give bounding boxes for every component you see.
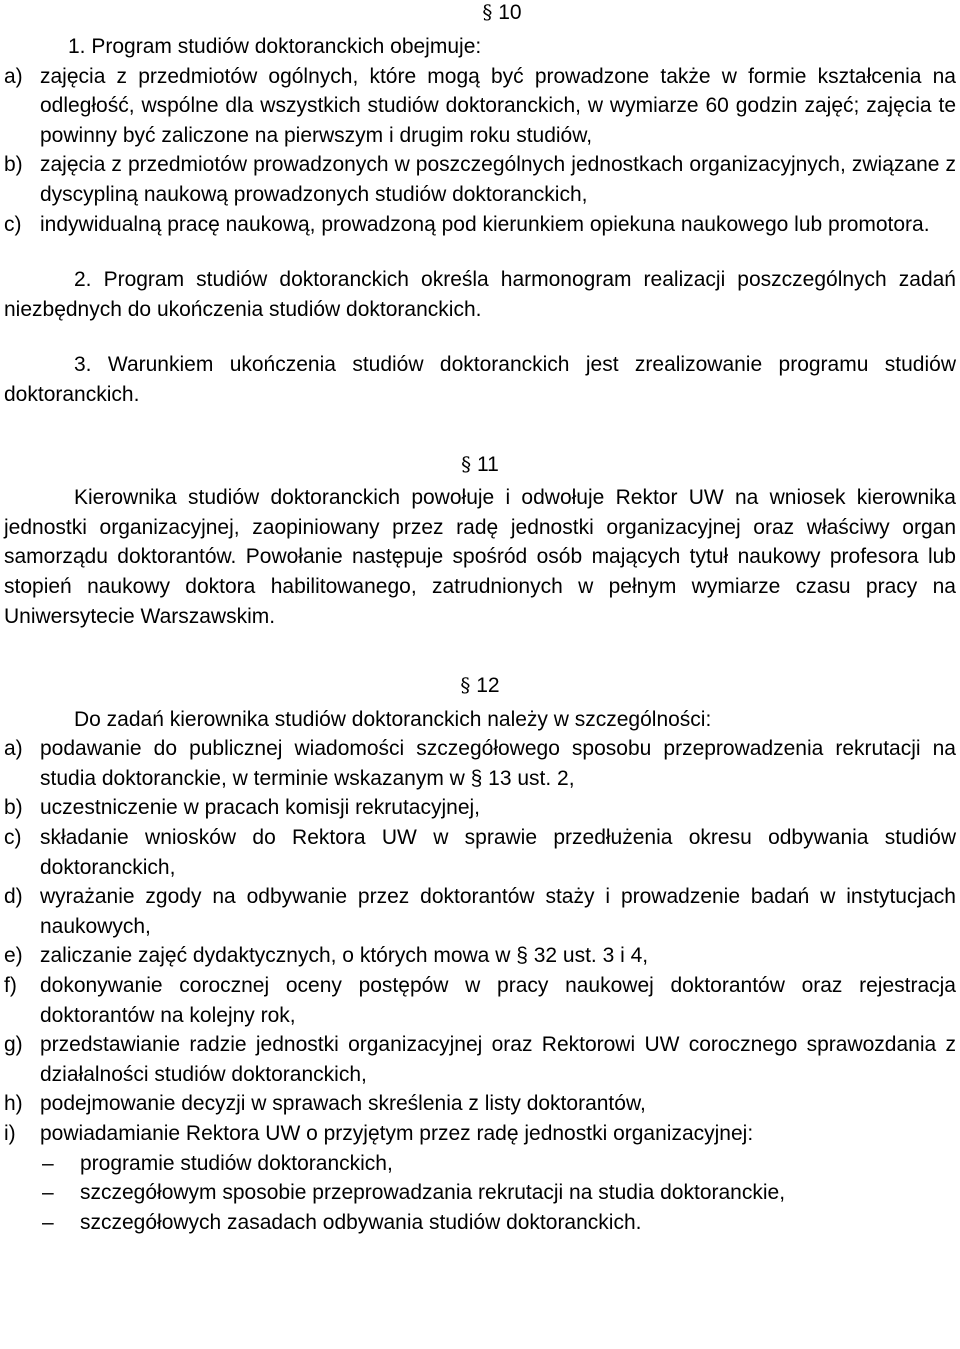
section-12-lead: Do zadań kierownika studiów doktoranckich należy w szczególności: <box>74 707 712 731</box>
list-label: e) <box>4 944 23 968</box>
section-symbol: § <box>461 451 472 476</box>
list-item <box>4 941 956 971</box>
list-label: c) <box>4 212 22 236</box>
list-text: zajęcia z przedmiotów ogólnych, które mogą być prowadzone także w formie kształcenia na odległość, wspólne dla wszystkich studiów doktoranckich, w wymiarze 60 godzin zajęć; zajęcia te powinny być zaliczone na pierwszym i drugim roku studiów, <box>40 64 956 147</box>
section-10-point-1-lead: 1. Program studiów doktoranckich obejmuje: <box>68 35 482 58</box>
list-item <box>4 150 956 209</box>
list-label: a) <box>4 737 23 761</box>
dash-bullet: – <box>42 1151 54 1175</box>
dash-list-text: szczegółowym sposobie przeprowadzania rekrutacji na studia doktoranckie, <box>80 1181 786 1205</box>
section-11-paragraph: Kierownika studiów doktoranckich powołuje i odwołuje Rektor UW na wniosek kierownika jednostki organizacyjnej, zaopiniowany przez radę jednostki organizacyjnej oraz właściwy organ samorządu doktorantów. Powołanie następuje spośród osób mających tytuł naukowy profesora lub stopień naukowy doktora habilitowanego, zatrudnionych w pełnym wymiarze czasu pracy na Uniwersytecie Warszawskim. <box>4 486 956 628</box>
list-item <box>4 62 956 151</box>
list-item <box>4 1089 956 1119</box>
list-item <box>4 1119 956 1149</box>
list-text: składanie wniosków do Rektora UW w sprawie przedłużenia okresu odbywania studiów doktoranckich, <box>40 826 956 879</box>
dash-list-item <box>4 1149 956 1179</box>
list-item <box>4 823 956 882</box>
list-text: powiadamianie Rektora UW o przyjętym przez radę jednostki organizacyjnej: <box>40 1122 754 1145</box>
list-text: podawanie do publicznej wiadomości szczegółowego sposobu przeprowadzenia rekrutacji na studia doktoranckie, w terminie wskazanym w § 13 ust. 2, <box>40 737 956 790</box>
list-text: uczestniczenie w pracach komisji rekrutacyjnej, <box>40 796 481 820</box>
dash-list-text: programie studiów doktoranckich, <box>80 1151 393 1175</box>
list-label: a) <box>4 64 23 88</box>
dash-bullet: – <box>42 1210 54 1234</box>
document-page <box>4 0 956 1237</box>
list-item <box>4 734 956 793</box>
list-label: i) <box>4 1122 16 1145</box>
section-number: 10 <box>498 1 522 24</box>
list-label: h) <box>4 1092 23 1116</box>
dash-list-item <box>4 1178 956 1208</box>
list-label: c) <box>4 826 22 850</box>
section-11-heading <box>4 450 956 480</box>
section-number: 11 <box>477 452 499 476</box>
list-text: podejmowanie decyzji w sprawach skreślenia z listy doktorantów, <box>40 1092 646 1116</box>
section-number: 12 <box>476 674 500 698</box>
list-label: d) <box>4 885 23 909</box>
section-symbol: § <box>460 673 471 698</box>
dash-list-item <box>4 1208 956 1238</box>
list-label: g) <box>4 1033 23 1057</box>
dash-bullet: – <box>42 1181 54 1205</box>
list-text: dokonywanie corocznej oceny postępów w pracy naukowej doktorantów oraz rejestracja doktorantów na kolejny rok, <box>40 974 956 1027</box>
list-text: zajęcia z przedmiotów prowadzonych w poszczególnych jednostkach organizacyjnych, związane z dyscypliną naukową prowadzonych studiów doktoranckich, <box>40 153 956 206</box>
list-label: f) <box>4 974 17 998</box>
list-item <box>4 210 956 240</box>
list-text: zaliczanie zajęć dydaktycznych, o których mowa w § 32 ust. 3 i 4, <box>40 944 649 968</box>
section-10-point-2: 2. Program studiów doktoranckich określa harmonogram realizacji poszczególnych zadań niezbędnych do ukończenia studiów doktoranckich. <box>4 268 956 321</box>
list-text: indywidualną pracę naukową, prowadzoną pod kierunkiem opiekuna naukowego lub promotora. <box>40 212 930 236</box>
list-label: b) <box>4 796 23 820</box>
list-item <box>4 882 956 941</box>
section-10-point-3: 3. Warunkiem ukończenia studiów doktoranckich jest zrealizowanie programu studiów doktoranckich. <box>4 353 956 406</box>
list-item <box>4 1030 956 1089</box>
list-label: b) <box>4 153 23 177</box>
list-text: przedstawianie radzie jednostki organizacyjnej oraz Rektorowi UW corocznego sprawozdania z działalności studiów doktoranckich, <box>40 1033 956 1086</box>
list-item <box>4 793 956 823</box>
section-symbol: § <box>482 0 493 24</box>
dash-list-text: szczegółowych zasadach odbywania studiów doktoranckich. <box>80 1210 642 1234</box>
section-12-heading <box>4 671 956 701</box>
list-text: wyrażanie zgody na odbywanie przez doktorantów staży i prowadzenie badań w instytucjach naukowych, <box>40 885 956 938</box>
section-10-heading <box>4 0 956 32</box>
list-item <box>4 971 956 1030</box>
